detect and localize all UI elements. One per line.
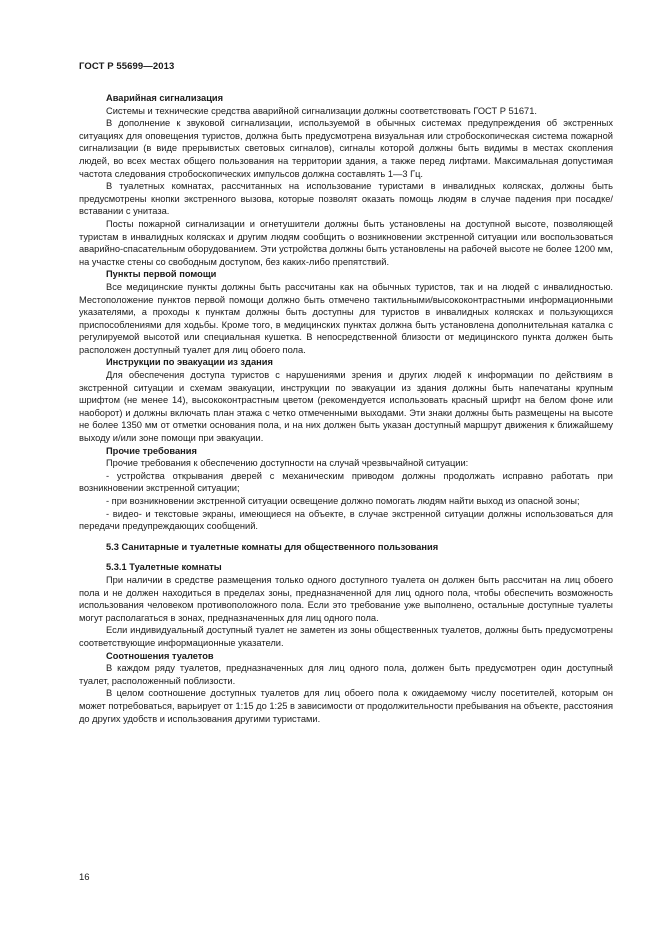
- paragraph: При наличии в средстве размещения только одного доступного туалета он должен быть рассчитан на лиц обоего пола и не должен находиться в пределах зоны, предназначенной для лиц одного пола, чтобы обеспечить возможность использования человеком противоположного пола. Если это требование уже выполнено, остальные доступные туалеты могут располагаться в зонах, предназначенных для лиц одного пола.: [79, 574, 613, 623]
- subsection-title: 5.3.1 Туалетные комнаты: [106, 562, 222, 573]
- section-heading: Инструкции по эвакуации из здания: [106, 357, 273, 368]
- paragraph: - устройства открывания дверей с механическим приводом должны продолжать исправно работать при возникновении экстренной ситуации;: [79, 470, 613, 494]
- paragraph: В туалетных комнатах, рассчитанных на использование туристами в инвалидных колясках, должны быть предусмотрены кнопки экстренного вызова, которые позволят оказать помощь людям в случае падения при посадке/вставании с унитаза.: [79, 181, 613, 217]
- paragraph: - при возникновении экстренной ситуации освещение должно помогать людям найти выход из опасной зоны;: [106, 496, 580, 506]
- section-heading: Соотношения туалетов: [106, 650, 214, 661]
- paragraph: Для обеспечения доступа туристов с нарушениями зрения и других людей к информации по действиям в экстренной ситуации и схемам эвакуации, инструкции по эвакуации из здания должны быть напечатаны крупным шрифтом (не менее 14), высококонтрастным цветом (рекомендуется использовать красный шрифт на белом фоне или наоборот) и должны включать план этажа с четко отмеченными выходами. Эти знаки должны быть размещены на высоте не более 1350 мм от отметки основания пола, и на них должен быть указан доступный маршрут движения к ближайшему выходу и/или зоне помощи при эвакуации.: [79, 370, 613, 444]
- standard-header: ГОСТ Р 55699—2013: [79, 61, 175, 72]
- section-title: 5.3 Санитарные и туалетные комнаты для общественного пользования: [106, 541, 439, 552]
- page-number: 16: [79, 872, 90, 883]
- paragraph: Прочие требования к обеспечению доступности на случай чрезвычайной ситуации:: [106, 458, 469, 469]
- paragraph: Если индивидуальный доступный туалет не заметен из зоны общественных туалетов, должны быть предусмотрены соответствующие информационные указатели.: [79, 625, 613, 648]
- section-heading: Аварийная сигнализация: [106, 93, 224, 103]
- section-heading: Пункты первой помощи: [106, 269, 217, 280]
- document-body: [79, 92, 613, 725]
- paragraph: В каждом ряду туалетов, предназначенных для лиц одного пола, должен быть предусмотрен один доступный туалет, расположенный поблизости.: [79, 663, 613, 686]
- paragraph: В целом соотношение доступных туалетов для лиц обоего пола к ожидаемому числу посетителей, которым он может потребоваться, варьирует от 1:15 до 1:25 в зависимости от продолжительности пребывания на объекте, расстояния до других удобств и использования другими туристами.: [79, 688, 613, 724]
- section-heading: Прочие требования: [106, 445, 197, 456]
- paragraph: В дополнение к звуковой сигнализации, используемой в обычных системах предупреждения об экстренных ситуациях для оповещения туристов, должна быть предусмотрена визуальная или стробоскопическая система пожарной сигнализации (в виде прерывистых световых сигналов), сигналы которой должны быть видимы в местах скопления людей, во всех местах общего пользования на территории здания, а также перед лифтами. Максимальная допустимая частота следования стробоскопических импульсов должна составлять 1—3 Гц.: [79, 118, 613, 179]
- paragraph: Посты пожарной сигнализации и огнетушители должны быть установлены на доступной высоте, позволяющей туристам в инвалидных колясках и другим людям сообщить о возникновении экстренной ситуации или воспользоваться аварийно-спасательным оборудованием. Эти устройства должны быть установлены на рабочей высоте не более 1200 мм, на участке стены со свободным доступом, без каких-либо препятствий.: [79, 218, 613, 267]
- paragraph: Системы и технические средства аварийной сигнализации должны соответствовать ГОСТ Р 51671.: [106, 105, 537, 116]
- paragraph: - видео- и текстовые экраны, имеющиеся на объекте, в случае экстренной ситуации должны использоваться для передачи предупреждающих сообщений.: [79, 508, 613, 532]
- paragraph: Все медицинские пункты должны быть рассчитаны как на обычных туристов, так и на людей с инвалидностью. Местоположение пунктов первой помощи должно быть отмечено тактильными/высококонтрастными информационными указателями, а проходы к пунктам должны быть доступны для туристов в инвалидных колясках и пользующихся приспособлениями для ходьбы. Кроме того, в медицинских пунктах должна быть установлена дополнительная каталка с регулируемой высотой или специальная кушетка. В непосредственной близости от медицинского пункта должен быть расположен доступный туалет для лиц обоего пола.: [79, 281, 613, 355]
